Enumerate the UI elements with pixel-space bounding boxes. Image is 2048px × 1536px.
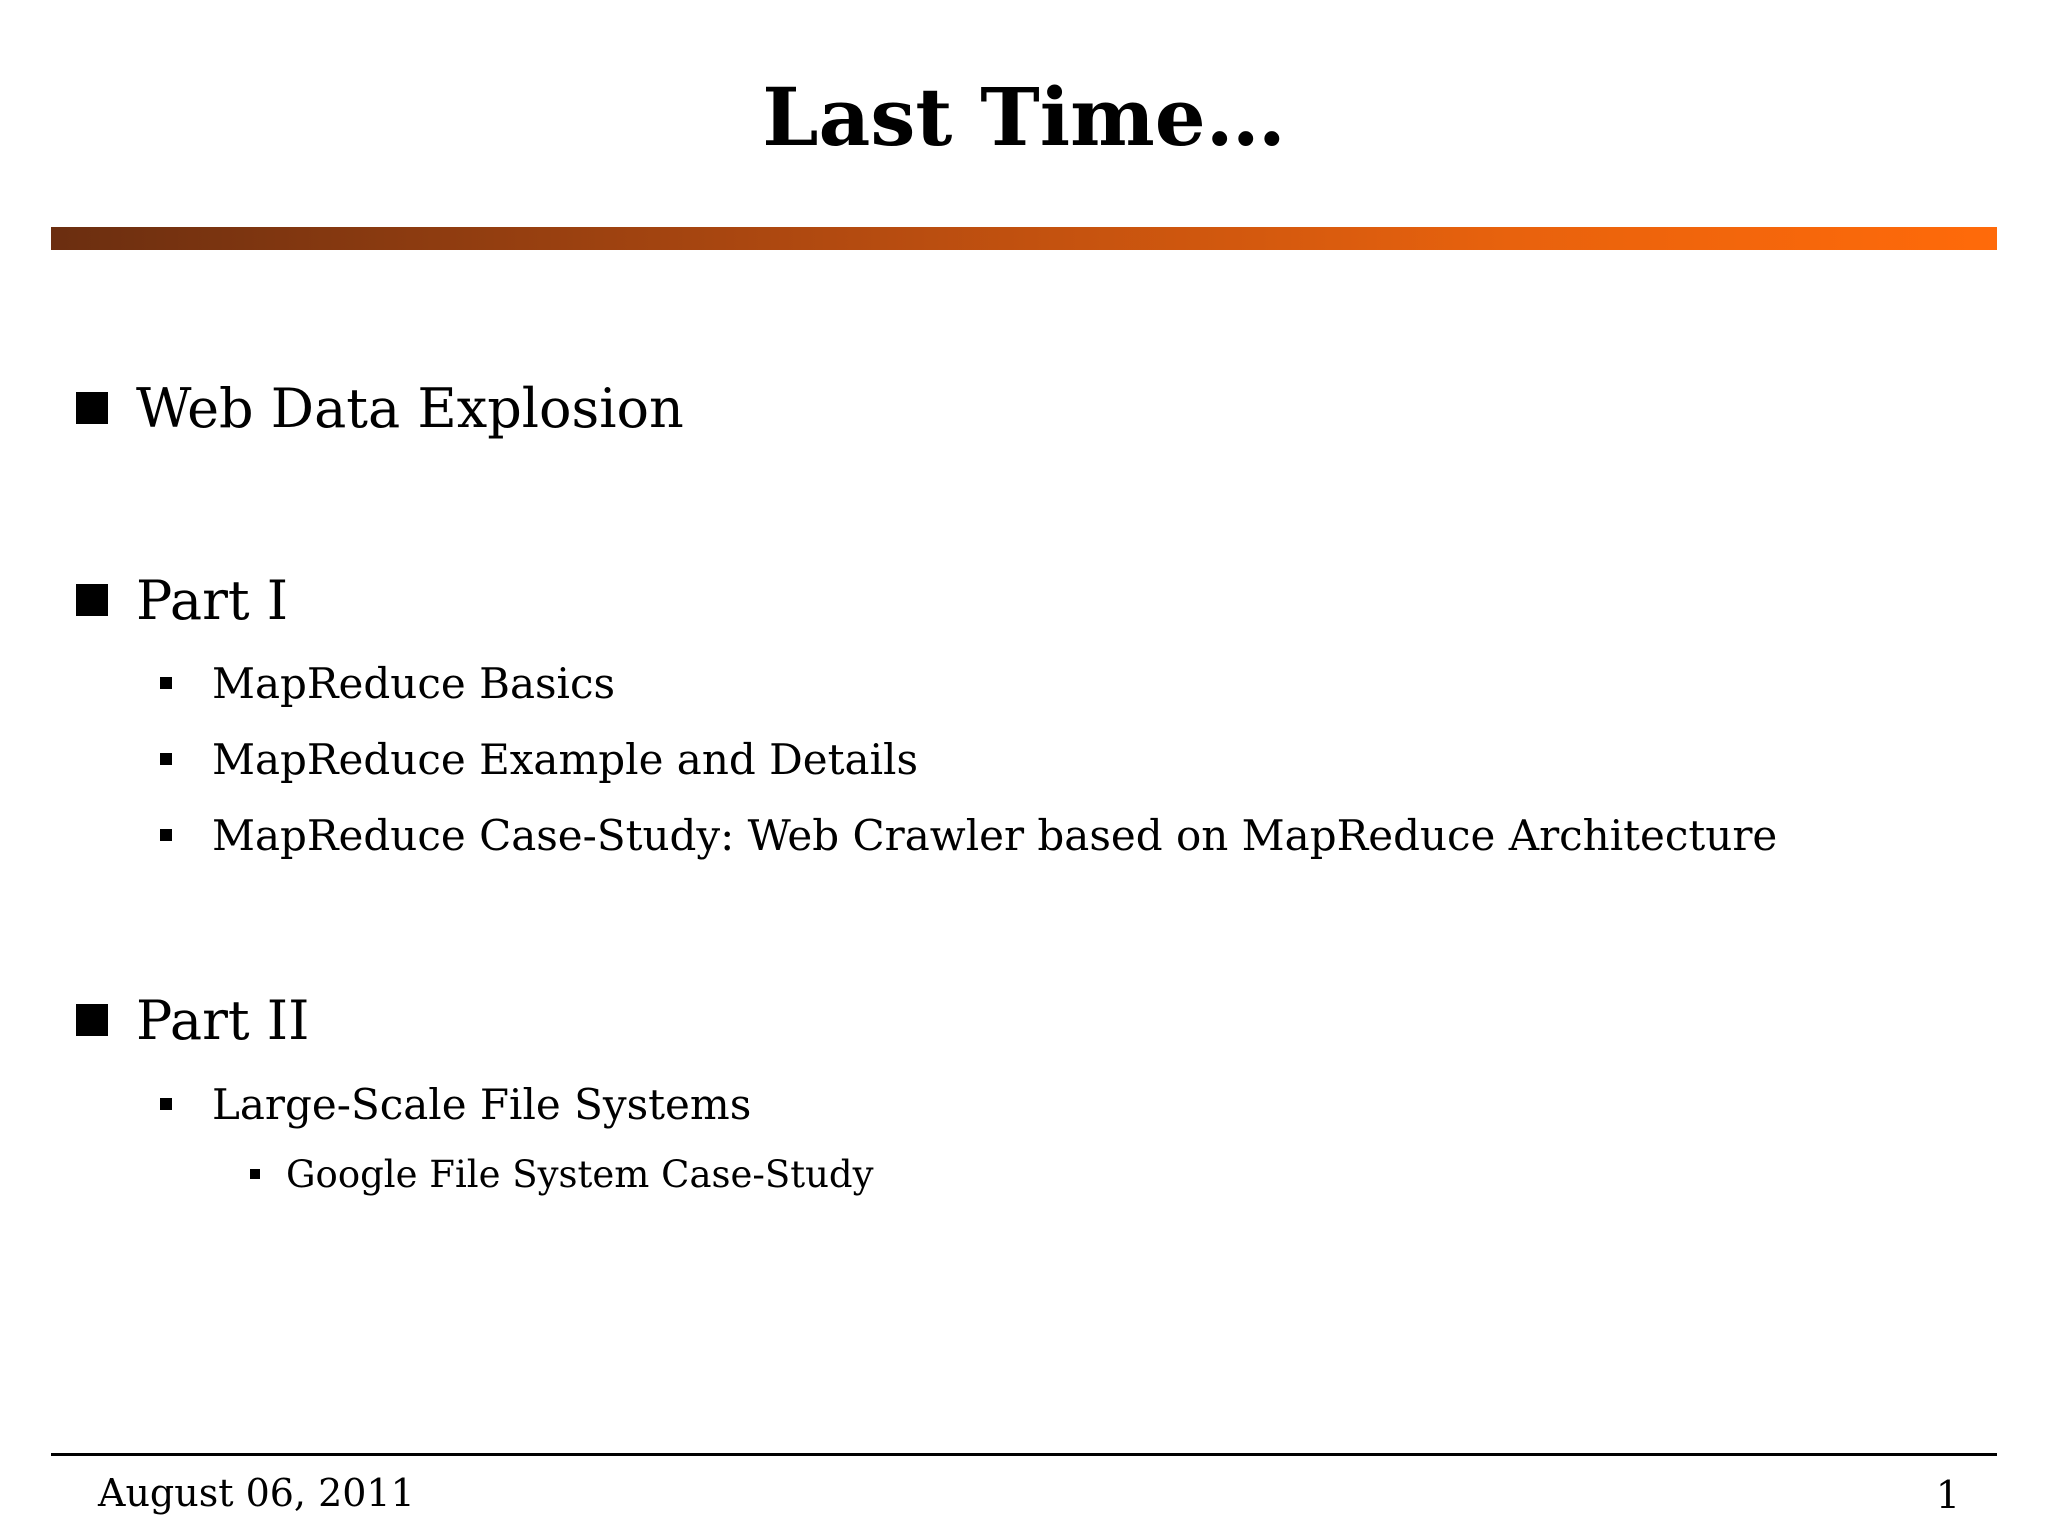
sub-bullet-text: Large-Scale File Systems [212,1079,752,1129]
sub-bullet-mapreduce-basics [160,658,615,708]
tiny-square-bullet-icon [250,1169,260,1179]
sub-sub-bullet-gfs-case-study [250,1152,874,1196]
bullet-web-data-explosion [76,373,684,443]
small-square-bullet-icon [160,1098,172,1110]
sub-bullet-mapreduce-case-study [160,810,1777,860]
sub-bullet-text: MapReduce Basics [212,658,616,708]
square-bullet-icon [76,584,108,616]
sub-bullet-text: MapReduce Example and Details [212,734,919,784]
title-underline-bar [51,227,1997,250]
sub-bullet-text: MapReduce Case-Study: Web Crawler based on MapReduce Architecture [212,810,1778,860]
square-bullet-icon [76,392,108,424]
small-square-bullet-icon [160,829,172,841]
square-bullet-icon [76,1004,108,1036]
sub-bullet-large-scale-file-systems [160,1079,751,1129]
footer-rule [51,1453,1997,1456]
small-square-bullet-icon [160,753,172,765]
sub-bullet-mapreduce-example [160,734,918,784]
bullet-text: Part II [136,988,310,1052]
page-number: 1 [1935,1473,1960,1517]
sub-sub-bullet-text: Google File System Case-Study [286,1152,874,1196]
footer-date: August 06, 2011 [98,1471,415,1515]
bullet-part-two [76,985,309,1055]
slide-title: Last Time… [762,70,1286,164]
bullet-part-one [76,565,288,635]
bullet-text: Part I [136,568,289,632]
bullet-text: Web Data Explosion [136,376,684,440]
small-square-bullet-icon [160,677,172,689]
